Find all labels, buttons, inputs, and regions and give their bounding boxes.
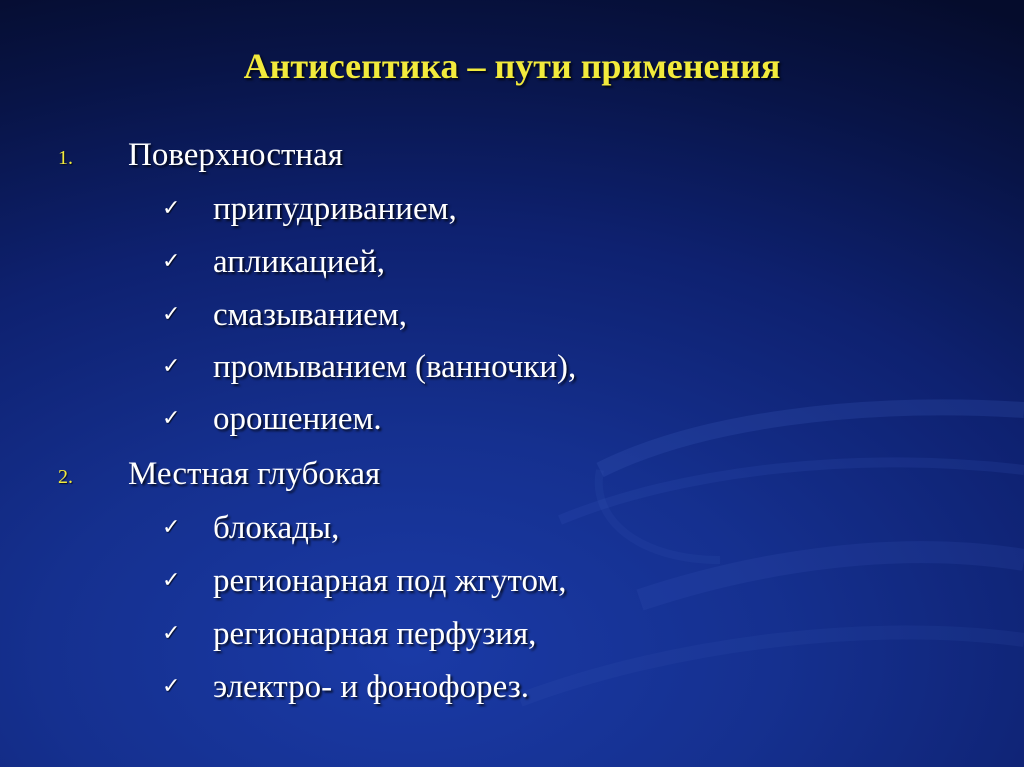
slide-title: Антисептика – пути применения	[243, 46, 781, 86]
list-item-text: смазыванием,	[213, 297, 408, 333]
section-heading-text: Поверхностная	[128, 137, 343, 173]
list-item-text: электро- и фонофорез.	[213, 669, 530, 705]
check-mark-icon: ✓	[162, 568, 181, 593]
list-item-text: апликацией,	[213, 244, 386, 280]
check-mark-icon: ✓	[162, 196, 181, 221]
list-item-text: промыванием (ванночки),	[213, 349, 577, 385]
list-item-text: регионарная под жгутом,	[213, 563, 567, 599]
check-mark-icon: ✓	[162, 674, 181, 699]
check-mark-icon: ✓	[162, 406, 181, 431]
section-heading-text: Местная глубокая	[128, 456, 381, 492]
check-mark-icon: ✓	[162, 515, 181, 540]
check-mark-icon: ✓	[162, 621, 181, 646]
section-number: 1.	[58, 147, 73, 169]
list-item-text: орошением.	[213, 401, 382, 437]
list-item-text: регионарная перфузия,	[213, 616, 537, 652]
list-item-text: блокады,	[213, 510, 340, 546]
check-mark-icon: ✓	[162, 249, 181, 274]
list-item-text: припудриванием,	[213, 191, 457, 227]
check-mark-icon: ✓	[162, 354, 181, 379]
section-number: 2.	[58, 466, 73, 488]
check-mark-icon: ✓	[162, 302, 181, 327]
